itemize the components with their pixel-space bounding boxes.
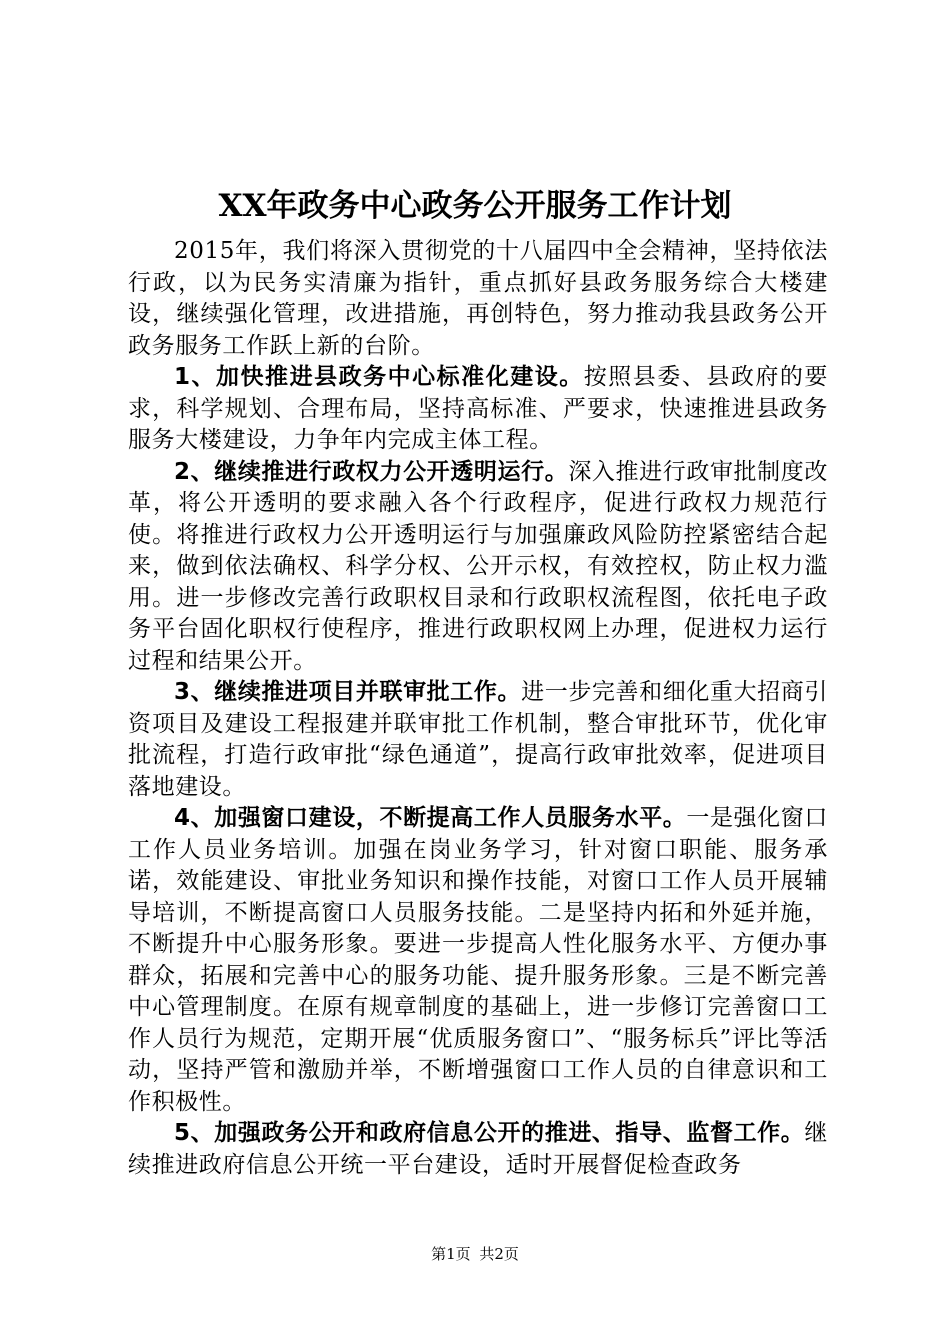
section-heading-1: 1、加快推进县政务中心标准化建设。 [174,364,584,390]
section-heading-2: 2、继续推进行政权力公开透明运行。 [174,458,569,485]
section-heading-5: 5、加强政务公开和政府信息公开的推进、指导、监督工作。 [174,1120,805,1146]
section-heading-4: 4、加强窗口建设，不断提高工作人员服务水平。 [174,805,687,831]
section-paragraph-1 [128,362,828,457]
page-footer [0,1244,950,1264]
intro-paragraph: 2015年，我们将深入贯彻党的十八届四中全会精神，坚持依法行政，以为民务实清廉为指针，重点抓好县政务服务综合大楼建设，继续强化管理，改进措施，再创特色，努力推动我县政务公开政务服务工作跃上新的台阶。 [128,238,828,359]
section-paragraph-5 [128,1118,828,1181]
section-text-3: 进一步完善和细化重大招商引资项目及建设工程报建并联审批工作机制，整合审批环节，优化审批流程，打造行政审批“绿色通道”，提高行政审批效率，促进项目落地建设。 [128,679,828,800]
section-paragraph-4 [128,803,828,1118]
page-total: 共2页 [479,1245,519,1263]
section-text-2: 深入推进行政审批制度改革，将公开透明的要求融入各个行政程序，促进行政权力规范行使。将推进行政权力公开透明运行与加强廉政风险防控紧密结合起来，做到依法确权、科学分权、公开示权，有效控权，防止权力滥用。进一步修改完善行政职权目录和行政职权流程图，依托电子政务平台固化职权行使程序，推进行政职权网上办理，促进权力运行过程和结果公开。 [128,458,828,674]
section-paragraph-2 [128,457,828,678]
section-text-4: 一是强化窗口工作人员业务培训。加强在岗业务学习，针对窗口职能、服务承诺，效能建设、审批业务知识和操作技能，对窗口工作人员开展辅导培训，不断提高窗口人员服务技能。二是坚持内拓和外延并施，不断提升中心服务形象。要进一步提高人性化服务水平、方便办事群众，拓展和完善中心的服务功能、提升服务形象。三是不断完善中心管理制度。在原有规章制度的基础上，进一步修订完善窗口工作人员行为规范，定期开展“优质服务窗口”、“服务标兵”评比等活动，坚持严管和激励并举，不断增强窗口工作人员的自律意识和工作积极性。 [128,805,828,1115]
section-text-5: 继续推进政府信息公开统一平台建设，适时开展督促检查政务 [128,1120,828,1178]
section-heading-3: 3、继续推进项目并联审批工作。 [174,679,522,705]
section-text-1: 按照县委、县政府的要求，科学规划、合理布局，坚持高标准、严要求，快速推进县政务服务大楼建设，力争年内完成主体工程。 [128,364,828,453]
document-body [128,236,828,1181]
section-paragraph-3 [128,677,828,803]
page-number: 第1页 [431,1245,471,1263]
document-title: XX年政务中心政务公开服务工作计划 [218,188,732,224]
